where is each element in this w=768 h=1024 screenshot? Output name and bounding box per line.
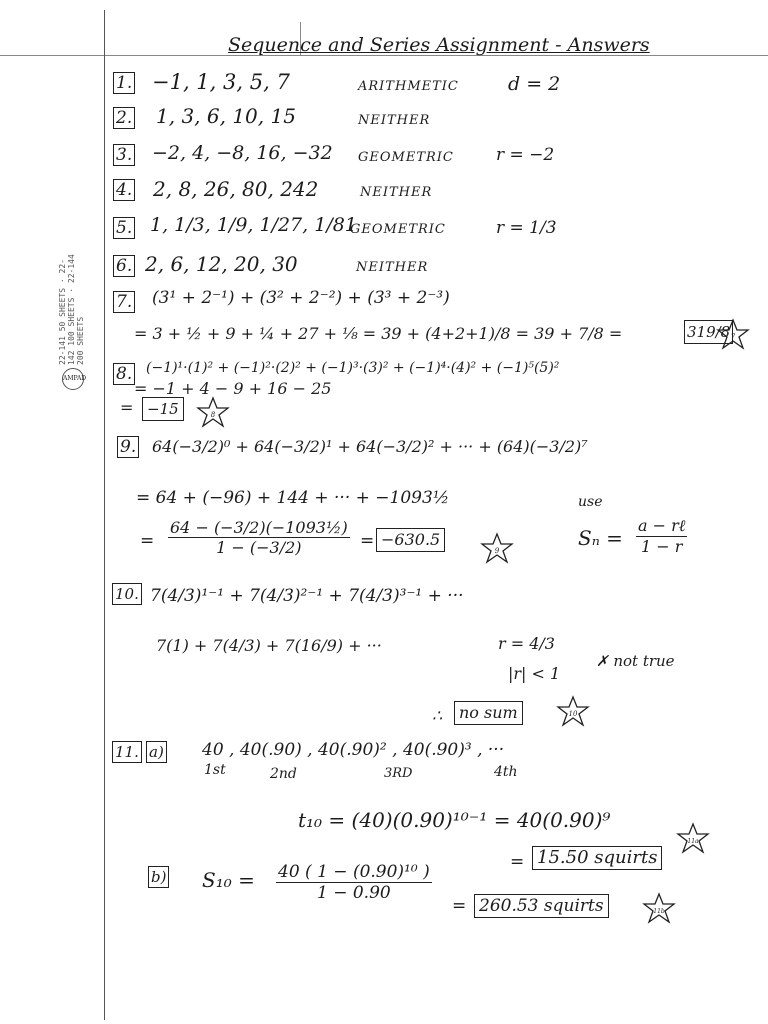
margin-line	[104, 10, 105, 1020]
sequence-type: ARITHMETIC	[358, 79, 459, 94]
fraction-denominator: 1 − (−3/2)	[216, 538, 302, 557]
page-title: Sequence and Series Assignment - Answers	[228, 34, 650, 56]
sum-formula-fraction	[636, 516, 687, 556]
ratio: r = 4/3	[498, 634, 555, 653]
sequence: −2, 4, −8, 16, −32	[152, 142, 333, 164]
fraction-denominator: 1 − r	[641, 537, 683, 556]
problem-number: 1.	[113, 72, 135, 94]
problem-number: 5.	[113, 217, 135, 239]
equals-sign: =	[120, 398, 134, 417]
sequence-type: NEITHER	[360, 185, 433, 200]
star-label: 11b	[653, 908, 665, 915]
sequence: 2, 6, 12, 20, 30	[145, 252, 298, 276]
star-icon	[676, 822, 710, 854]
answer-box: 15.50 squirts	[532, 846, 662, 870]
equals-sign: =	[140, 531, 155, 551]
expression-line: 7(1) + 7(4/3) + 7(16/9) + ···	[156, 636, 382, 655]
equals-sign: =	[510, 852, 525, 872]
answer-box: −630.5	[376, 528, 445, 552]
term-label-1: 1st	[204, 762, 226, 778]
answer-box: no sum	[454, 701, 523, 725]
star-icon	[556, 695, 590, 727]
sequence: 2, 8, 26, 80, 242	[153, 177, 319, 201]
problem-number: 4.	[113, 179, 135, 201]
problem-number: 10.	[112, 583, 142, 605]
s10-fraction	[276, 862, 432, 903]
answer-box: 319/8	[684, 320, 733, 344]
star-icon	[480, 532, 514, 564]
expression-line: = −1 + 4 − 9 + 16 − 25	[134, 379, 332, 398]
sequence-parameter: d = 2	[508, 73, 561, 95]
problem-number: 8.	[113, 363, 135, 385]
s10-lhs: S₁₀ =	[202, 868, 255, 892]
expression-line: (−1)¹·(1)² + (−1)²·(2)² + (−1)³·(3)² + (−1)⁴·(4)² + (−1)⁵(5)²	[146, 360, 560, 376]
fraction-numerator: a − rℓ	[638, 516, 686, 535]
sum-fraction	[168, 518, 350, 557]
star-icon	[716, 318, 750, 350]
answer-box: 260.53 squirts	[474, 894, 609, 918]
problem-number: 6.	[113, 255, 135, 277]
star-label: 11a	[687, 838, 699, 845]
part-label: b)	[148, 866, 169, 888]
expression-line: (3¹ + 2⁻¹) + (3² + 2⁻²) + (3³ + 2⁻³)	[152, 288, 450, 308]
notebook-brand-text: 22-141 50 SHEETS · 22-142 100 SHEETS · 22-144 200 SHEETS	[58, 254, 85, 365]
expression-line: 7(4/3)¹⁻¹ + 7(4/3)²⁻¹ + 7(4/3)³⁻¹ + ···	[150, 586, 464, 606]
answer-box: −15	[142, 397, 184, 421]
star-label: 9	[494, 547, 500, 555]
sequence: −1, 1, 3, 5, 7	[152, 70, 290, 94]
expression-line: 64(−3/2)⁰ + 64(−3/2)¹ + 64(−3/2)² + ··· + (64)(−3/2)⁷	[152, 437, 588, 456]
problem-number: 3.	[113, 144, 135, 166]
star-label: 8	[210, 411, 216, 419]
notebook-brand-logo: AMPAD	[62, 368, 84, 390]
expression-line: = 64 + (−96) + 144 + ··· + −1093½	[136, 488, 450, 508]
star-label: 7	[730, 333, 736, 341]
terms-line: 40 , 40(.90) , 40(.90)² , 40(.90)³ , ···	[202, 740, 505, 760]
star-label: 10	[568, 710, 578, 718]
problem-number: 7.	[113, 291, 135, 313]
convergence-condition: |r| < 1	[508, 664, 561, 683]
sequence-type: NEITHER	[356, 260, 429, 275]
condition-note: ✗ not true	[596, 652, 675, 670]
sequence-parameter: r = −2	[496, 145, 555, 165]
part-label: a)	[146, 741, 167, 763]
sum-formula-lhs: Sₙ =	[578, 526, 623, 550]
equals-sign: =	[452, 896, 467, 916]
equals-sign: =	[360, 531, 375, 551]
term-label-3: 3RD	[384, 766, 413, 781]
fraction-denominator: 1 − 0.90	[317, 883, 391, 903]
t10-formula: t₁₀ = (40)(0.90)¹⁰⁻¹ = 40(0.90)⁹	[298, 808, 611, 832]
problem-number: 11.	[112, 741, 142, 763]
sequence-type: NEITHER	[358, 113, 431, 128]
sequence-parameter: r = 1/3	[496, 218, 557, 238]
star-icon	[642, 892, 676, 924]
problem-number: 2.	[113, 107, 135, 129]
sequence-type: GEOMETRIC	[358, 150, 454, 165]
fraction-numerator: 64 − (−3/2)(−1093½)	[170, 518, 348, 537]
fraction-numerator: 40 ( 1 − (0.90)¹⁰ )	[278, 862, 430, 882]
term-label-2: 2nd	[270, 766, 297, 782]
sequence-type: GEOMETRIC	[350, 222, 446, 237]
expression-line: = 3 + ½ + 9 + ¼ + 27 + ⅛ = 39 + (4+2+1)/8 = 39 + 7/8 =	[134, 324, 623, 343]
sequence: 1, 3, 6, 10, 15	[156, 104, 296, 128]
therefore-sign: ∴	[432, 706, 443, 725]
sequence: 1, 1/3, 1/9, 1/27, 1/81	[150, 214, 357, 236]
term-label-4: 4th	[494, 764, 518, 780]
star-icon	[196, 396, 230, 428]
problem-number: 9.	[117, 436, 139, 458]
use-note: use	[578, 494, 603, 510]
